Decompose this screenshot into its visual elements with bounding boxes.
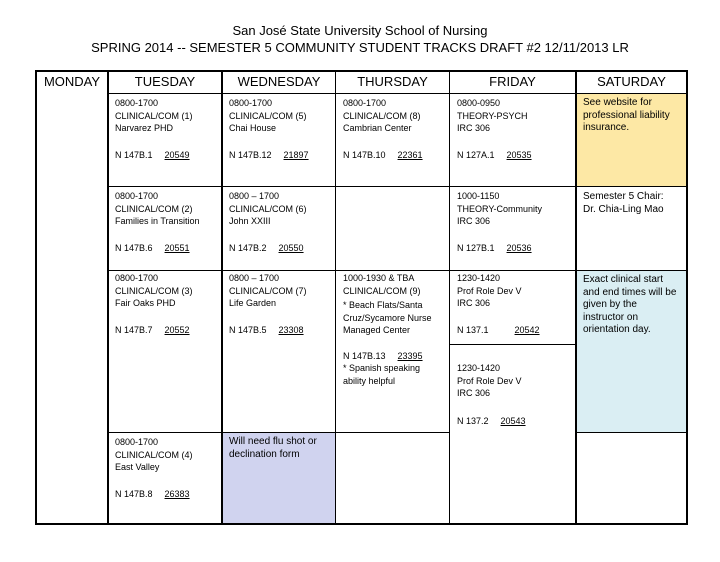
tuesday-course-4: N 147B.8 26383 bbox=[115, 489, 190, 499]
header-monday: MONDAY bbox=[43, 74, 101, 89]
thursday-course-2: N 147B.13 23395 bbox=[343, 351, 423, 361]
friday-course-3: N 137.1 20542 bbox=[457, 325, 540, 335]
crn-link[interactable]: 20551 bbox=[164, 243, 190, 253]
crn-link[interactable]: 20552 bbox=[164, 325, 190, 335]
wednesday-flu-note: Will need flu shot or declination form bbox=[229, 436, 317, 460]
crn-link[interactable]: 20542 bbox=[514, 325, 540, 335]
wednesday-session-1: 0800-1700 CLINICAL/COM (5) Chai House bbox=[229, 98, 307, 133]
friday-session-1: 0800-0950 THEORY-PSYCH IRC 306 bbox=[457, 98, 528, 133]
tuesday-course-2: N 147B.6 20551 bbox=[115, 243, 190, 253]
crn-link[interactable]: 23308 bbox=[278, 325, 304, 335]
thursday-course-1: N 147B.10 22361 bbox=[343, 150, 423, 160]
friday-session-3: 1230-1420 Prof Role Dev V IRC 306 bbox=[457, 273, 522, 308]
header-thursday: THURSDAY bbox=[357, 74, 428, 89]
crn-link[interactable]: 21897 bbox=[283, 150, 309, 160]
wednesday-session-2: 0800 – 1700 CLINICAL/COM (6) John XXIII bbox=[229, 191, 307, 226]
saturday-chair-note: Semester 5 Chair: Dr. Chia-Ling Mao bbox=[583, 191, 664, 215]
thursday-session-2: 1000-1930 & TBA CLINICAL/COM (9) * Beach Flats/Santa Cruz/Sycamore Nurse Managed Center bbox=[343, 273, 432, 335]
document-subtitle: SPRING 2014 -- SEMESTER 5 COMMUNITY STUDENT TRACKS DRAFT #2 12/11/2013 LR bbox=[91, 40, 629, 55]
crn-link[interactable]: 20543 bbox=[500, 416, 526, 426]
crn-link[interactable]: 23395 bbox=[397, 351, 423, 361]
wednesday-course-2: N 147B.2 20550 bbox=[229, 243, 304, 253]
saturday-times-note: Exact clinical start and end times will be given by the instructor on orientation day. bbox=[583, 274, 677, 335]
tuesday-session-2: 0800-1700 CLINICAL/COM (2) Families in Transition bbox=[115, 191, 200, 226]
wednesday-session-3: 0800 – 1700 CLINICAL/COM (7) Life Garden bbox=[229, 273, 307, 308]
wednesday-course-3: N 147B.5 23308 bbox=[229, 325, 304, 335]
crn-link[interactable]: 26383 bbox=[164, 489, 190, 499]
tuesday-session-3: 0800-1700 CLINICAL/COM (3) Fair Oaks PHD bbox=[115, 273, 193, 308]
crn-link[interactable]: 20550 bbox=[278, 243, 304, 253]
crn-link[interactable]: 22361 bbox=[397, 150, 423, 160]
crn-link[interactable]: 20536 bbox=[506, 243, 532, 253]
thursday-spanish-note: * Spanish speaking ability helpful bbox=[343, 363, 421, 386]
wednesday-course-1: N 147B.12 21897 bbox=[229, 150, 309, 160]
header-friday: FRIDAY bbox=[489, 74, 536, 89]
friday-course-2: N 127B.1 20536 bbox=[457, 243, 532, 253]
thursday-session-1: 0800-1700 CLINICAL/COM (8) Cambrian Center bbox=[343, 98, 421, 133]
document-title: San José State University School of Nursing bbox=[232, 23, 488, 38]
header-wednesday: WEDNESDAY bbox=[237, 74, 321, 89]
header-saturday: SATURDAY bbox=[597, 74, 666, 89]
tuesday-course-1: N 147B.1 20549 bbox=[115, 150, 190, 160]
crn-link[interactable]: 20535 bbox=[506, 150, 532, 160]
tuesday-course-3: N 147B.7 20552 bbox=[115, 325, 190, 335]
crn-link[interactable]: 20549 bbox=[164, 150, 190, 160]
tuesday-session-4: 0800-1700 CLINICAL/COM (4) East Valley bbox=[115, 437, 193, 472]
friday-course-4: N 137.2 20543 bbox=[457, 416, 526, 426]
tuesday-session-1: 0800-1700 CLINICAL/COM (1) Narvarez PHD bbox=[115, 98, 193, 133]
friday-course-1: N 127A.1 20535 bbox=[457, 150, 532, 160]
header-tuesday: TUESDAY bbox=[134, 74, 196, 89]
saturday-insurance-note: See website for professional liability insurance. bbox=[583, 97, 670, 133]
friday-session-4: 1230-1420 Prof Role Dev V IRC 306 bbox=[457, 363, 522, 398]
friday-session-2: 1000-1150 THEORY-Community IRC 306 bbox=[457, 191, 543, 226]
